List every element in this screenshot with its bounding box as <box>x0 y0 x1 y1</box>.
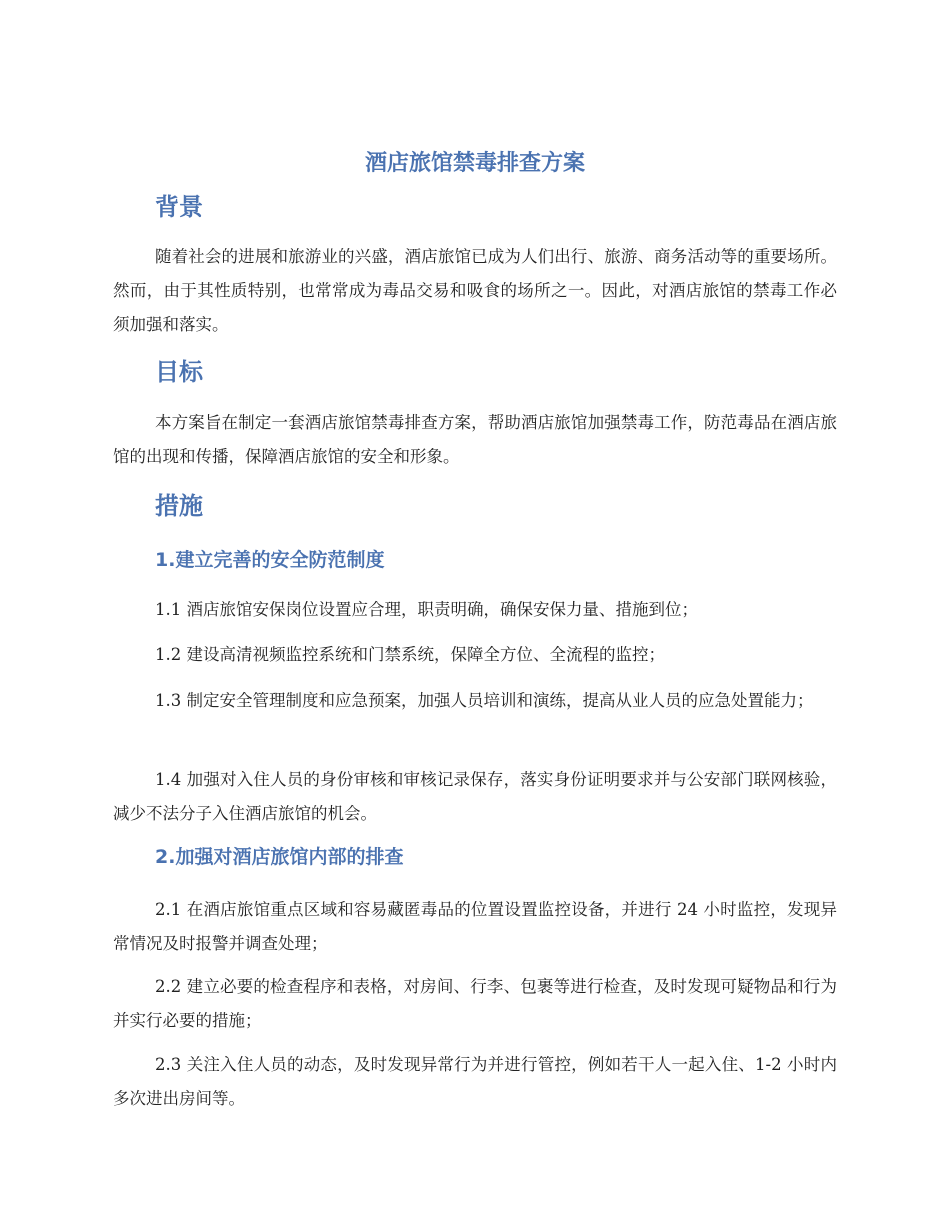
list-item-2-2: 2.2 建立必要的检查程序和表格，对房间、行李、包裹等进行检查，及时发现可疑物品和行为并实行必要的措施； <box>113 977 837 1030</box>
subheading-safety-system: 1.建立完善的安全防范制度 <box>155 549 385 571</box>
subheading-internal-inspection: 2.加强对酒店旅馆内部的排查 <box>155 846 404 868</box>
list-item-1-2: 1.2 建设高清视频监控系统和门禁系统，保障全方位、全流程的监控； <box>155 645 665 664</box>
list-item-2-3: 2.3 关注入住人员的动态，及时发现异常行为并进行管控，例如若干人一起入住、1-2 小时内多次进出房间等。 <box>113 1055 837 1108</box>
document-title: 酒店旅馆禁毒排查方案 <box>364 151 585 176</box>
list-item-2-1: 2.1 在酒店旅馆重点区域和容易藏匿毒品的位置设置监控设备，并进行 24 小时监控，发现异常情况及时报警并调查处理； <box>113 900 837 953</box>
paragraph-background: 随着社会的进展和旅游业的兴盛，酒店旅馆已成为人们出行、旅游、商务活动等的重要场所。然而，由于其性质特别，也常常成为毒品交易和吸食的场所之一。因此，对酒店旅馆的禁毒工作必须加强和落实。 <box>113 247 837 334</box>
heading-background: 背景 <box>155 193 203 221</box>
heading-measures: 措施 <box>155 492 203 520</box>
list-item-1-1: 1.1 酒店旅馆安保岗位设置应合理，职责明确，确保安保力量、措施到位； <box>155 600 698 619</box>
paragraph-goal: 本方案旨在制定一套酒店旅馆禁毒排查方案，帮助酒店旅馆加强禁毒工作，防范毒品在酒店旅馆的出现和传播，保障酒店旅馆的安全和形象。 <box>113 413 837 466</box>
heading-goal: 目标 <box>155 358 203 386</box>
list-item-1-3: 1.3 制定安全管理制度和应急预案，加强人员培训和演练，提高从业人员的应急处置能力； <box>155 691 814 710</box>
list-item-1-4: 1.4 加强对入住人员的身份审核和审核记录保存，落实身份证明要求并与公安部门联网核验，减少不法分子入住酒店旅馆的机会。 <box>113 770 837 823</box>
